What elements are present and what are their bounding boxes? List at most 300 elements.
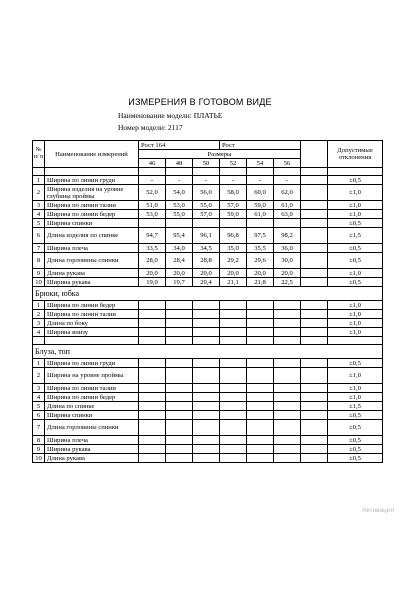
measurement-name: Длина горловины спинки [45, 420, 139, 436]
size-value [274, 219, 301, 228]
table-row [33, 359, 383, 368]
row-number: 3 [33, 384, 45, 393]
size-value [220, 454, 247, 463]
size-value: 36,0 [274, 244, 301, 253]
row-number: 2 [33, 185, 45, 201]
size-value: 54,0 [166, 185, 193, 201]
size-value [220, 384, 247, 393]
size-value: 20,0 [139, 269, 166, 278]
size-value [247, 310, 274, 319]
size-value [139, 454, 166, 463]
empty-cell [33, 337, 45, 345]
measurement-name: Длина изделия по спинке [45, 228, 139, 244]
size-value [247, 436, 274, 445]
empty-cell [166, 337, 193, 345]
size-value: 62,0 [274, 185, 301, 201]
tolerance-value: ±1,0 [328, 328, 383, 337]
size-value [166, 411, 193, 420]
size-value: 94,7 [139, 228, 166, 244]
size-value [193, 393, 220, 402]
table-row [33, 310, 383, 319]
extra-value [301, 319, 328, 328]
extra-value [301, 445, 328, 454]
empty-cell [247, 168, 274, 176]
section-title: Блуза, топ [33, 345, 383, 359]
extra-value [301, 244, 328, 253]
size-value [139, 328, 166, 337]
size-value: 20,0 [220, 269, 247, 278]
size-value [193, 219, 220, 228]
table-row [33, 402, 383, 411]
tolerance-value: ±1,0 [328, 384, 383, 393]
size-value [274, 393, 301, 402]
size-value [139, 359, 166, 368]
size-value [193, 328, 220, 337]
header-rost-2: Рост [220, 141, 301, 150]
size-value [193, 402, 220, 411]
tolerance-value: ±0,5 [328, 420, 383, 436]
size-value [220, 393, 247, 402]
size-value [247, 402, 274, 411]
header-size: 50 [193, 159, 220, 168]
size-value [166, 454, 193, 463]
extra-value [301, 393, 328, 402]
size-value [139, 319, 166, 328]
size-value: 60,0 [247, 185, 274, 201]
table-row [33, 201, 383, 210]
size-value [274, 319, 301, 328]
tolerance-value: ±1,5 [328, 402, 383, 411]
size-value [166, 436, 193, 445]
measurement-name: Длина рукава [45, 269, 139, 278]
extra-value [301, 201, 328, 210]
size-value: 20,0 [166, 269, 193, 278]
size-value [166, 301, 193, 310]
table-row [33, 411, 383, 420]
size-value [166, 219, 193, 228]
tolerance-value: ±1,0 [328, 210, 383, 219]
size-value [220, 411, 247, 420]
size-value [166, 420, 193, 436]
extra-value [301, 411, 328, 420]
size-value [274, 328, 301, 337]
spacer-row [33, 337, 383, 345]
table-row [33, 228, 383, 244]
tolerance-value: ±0,5 [328, 176, 383, 185]
size-value: - [193, 176, 220, 185]
row-number: 1 [33, 359, 45, 368]
size-value [139, 368, 166, 384]
row-number: 5 [33, 219, 45, 228]
size-value [193, 310, 220, 319]
empty-cell [139, 337, 166, 345]
size-value [193, 420, 220, 436]
size-value [139, 445, 166, 454]
size-value [274, 420, 301, 436]
table-row [33, 185, 383, 201]
size-value: 58,0 [220, 185, 247, 201]
size-value [247, 454, 274, 463]
table-row [33, 210, 383, 219]
size-value: 57,0 [220, 201, 247, 210]
row-number: 7 [33, 244, 45, 253]
size-value [193, 368, 220, 384]
extra-value [301, 253, 328, 269]
header-size: 56 [274, 159, 301, 168]
size-value [274, 445, 301, 454]
header-name: Наименование измерений [45, 141, 139, 168]
size-value [274, 411, 301, 420]
extra-value [301, 310, 328, 319]
size-value: 61,0 [247, 210, 274, 219]
size-value [220, 328, 247, 337]
empty-cell [166, 168, 193, 176]
size-value: 35,5 [247, 244, 274, 253]
header-size: 54 [247, 159, 274, 168]
measurement-name: Ширина по линии бедер [45, 301, 139, 310]
size-value [166, 445, 193, 454]
measurement-name: Длина по спинке [45, 402, 139, 411]
tolerance-value: ±0,5 [328, 359, 383, 368]
size-value: 55,0 [166, 210, 193, 219]
size-value [220, 310, 247, 319]
tolerance-value: ±0,5 [328, 219, 383, 228]
row-number: 1 [33, 301, 45, 310]
table-row [33, 368, 383, 384]
row-number: 10 [33, 454, 45, 463]
size-value: 33,5 [139, 244, 166, 253]
size-value [139, 436, 166, 445]
size-value [247, 445, 274, 454]
empty-cell [220, 168, 247, 176]
measurement-name: Ширина на уровне проймы [45, 368, 139, 384]
size-value: 57,0 [193, 210, 220, 219]
tolerance-value: ±0,5 [328, 445, 383, 454]
empty-cell [328, 168, 383, 176]
header-sizes-label: Размеры [139, 150, 301, 159]
size-value: - [166, 176, 193, 185]
extra-value [301, 176, 328, 185]
table-body [33, 141, 383, 463]
measurement-name: Длина горловины спинки [45, 253, 139, 269]
size-value [247, 411, 274, 420]
tolerance-value: ±1,0 [328, 319, 383, 328]
header-size: 52 [220, 159, 247, 168]
size-value: 96,1 [193, 228, 220, 244]
empty-cell [301, 168, 328, 176]
size-value: 34,0 [166, 244, 193, 253]
page-title: ИЗМЕРЕНИЯ В ГОТОВОМ ВИДЕ [128, 97, 272, 107]
extra-value [301, 368, 328, 384]
size-value [193, 436, 220, 445]
size-value [220, 368, 247, 384]
size-value: 20,0 [247, 269, 274, 278]
table-row [33, 176, 383, 185]
empty-cell [274, 337, 301, 345]
tolerance-value: ±0,5 [328, 411, 383, 420]
tolerance-value: ±1,0 [328, 301, 383, 310]
size-value: - [247, 176, 274, 185]
size-value [193, 454, 220, 463]
size-value: 98,2 [274, 228, 301, 244]
size-value: 29,6 [247, 253, 274, 269]
size-value: 55,0 [193, 201, 220, 210]
measurement-name: Ширина по линии бедер [45, 210, 139, 219]
row-number: 4 [33, 393, 45, 402]
section-row [33, 345, 383, 359]
table-row [33, 393, 383, 402]
extra-value [301, 420, 328, 436]
empty-cell [193, 168, 220, 176]
measurement-name: Ширина спинки [45, 219, 139, 228]
size-value [274, 310, 301, 319]
tolerance-value: ±0,5 [328, 278, 383, 287]
size-value [274, 436, 301, 445]
extra-value [301, 278, 328, 287]
row-number: 8 [33, 436, 45, 445]
size-value [166, 319, 193, 328]
measurement-name: Длина по боку [45, 319, 139, 328]
header-size: 48 [166, 159, 193, 168]
size-value: 59,0 [220, 210, 247, 219]
size-value: 59,0 [247, 201, 274, 210]
size-value [193, 445, 220, 454]
measurement-name: Ширина плеча [45, 244, 139, 253]
size-value [139, 411, 166, 420]
table-row [33, 253, 383, 269]
size-value [247, 420, 274, 436]
size-value: 19,0 [139, 278, 166, 287]
size-value: 22,5 [274, 278, 301, 287]
header-size: 46 [139, 159, 166, 168]
measurement-name: Ширина по линии талии [45, 201, 139, 210]
measurement-name: Ширина внизу [45, 328, 139, 337]
size-value [139, 402, 166, 411]
watermark: Активация [362, 507, 394, 514]
size-value [247, 328, 274, 337]
row-number: 3 [33, 201, 45, 210]
row-number: 4 [33, 210, 45, 219]
header-rost-1: Рост 164 [139, 141, 220, 150]
empty-cell [33, 168, 45, 176]
size-value [274, 384, 301, 393]
extra-value [301, 436, 328, 445]
size-value [166, 310, 193, 319]
size-value [193, 301, 220, 310]
empty-cell [193, 337, 220, 345]
size-value [166, 328, 193, 337]
extra-value [301, 384, 328, 393]
size-value [220, 219, 247, 228]
row-number: 6 [33, 228, 45, 244]
measurement-name: Ширина по линии талии [45, 384, 139, 393]
table-row [33, 454, 383, 463]
row-number: 6 [33, 411, 45, 420]
size-value [193, 411, 220, 420]
extra-value [301, 328, 328, 337]
table-row [33, 384, 383, 393]
size-value [166, 393, 193, 402]
extra-value [301, 359, 328, 368]
size-value: 28,4 [166, 253, 193, 269]
size-value: 29,2 [220, 253, 247, 269]
extra-value [301, 402, 328, 411]
measurements-table [32, 140, 383, 463]
tolerance-value: ±1,5 [328, 228, 383, 244]
size-value [193, 384, 220, 393]
measurement-name: Ширина рукава [45, 445, 139, 454]
size-value: 20,0 [274, 269, 301, 278]
size-value [139, 393, 166, 402]
size-value [166, 402, 193, 411]
empty-cell [301, 337, 328, 345]
size-value: 34,5 [193, 244, 220, 253]
size-value [247, 368, 274, 384]
empty-cell [139, 168, 166, 176]
size-value [247, 301, 274, 310]
table-row [33, 319, 383, 328]
table-row [33, 278, 383, 287]
size-value [139, 384, 166, 393]
size-value [247, 384, 274, 393]
size-value: 51,0 [139, 201, 166, 210]
tolerance-value: ±1,0 [328, 368, 383, 384]
extra-value [301, 228, 328, 244]
tolerance-value: ±1,0 [328, 201, 383, 210]
size-value: 19,7 [166, 278, 193, 287]
size-value: 28,0 [139, 253, 166, 269]
row-number: 4 [33, 328, 45, 337]
section-title: Брюки, юбка [33, 287, 383, 301]
size-value [166, 384, 193, 393]
size-value [220, 402, 247, 411]
size-value: 21,8 [247, 278, 274, 287]
size-value [247, 359, 274, 368]
table-row [33, 269, 383, 278]
size-value: 35,0 [220, 244, 247, 253]
row-number: 9 [33, 445, 45, 454]
measurement-name: Ширина рукава [45, 278, 139, 287]
size-value [220, 319, 247, 328]
size-value [166, 359, 193, 368]
empty-cell [328, 337, 383, 345]
size-value: 53,0 [166, 201, 193, 210]
measurement-name: Ширина изделия на уровне глубины проймы [45, 185, 139, 201]
table-row [33, 420, 383, 436]
tolerance-value: ±0,5 [328, 436, 383, 445]
size-value: 63,0 [274, 210, 301, 219]
extra-value [301, 269, 328, 278]
section-row [33, 287, 383, 301]
tolerance-value: ±1,0 [328, 269, 383, 278]
row-number: 2 [33, 368, 45, 384]
size-value [274, 301, 301, 310]
extra-value [301, 301, 328, 310]
measurement-name: Ширина по линии бедер [45, 393, 139, 402]
size-value: 53,0 [139, 210, 166, 219]
size-value: - [220, 176, 247, 185]
row-number: 5 [33, 402, 45, 411]
size-value: - [139, 176, 166, 185]
row-number: 10 [33, 278, 45, 287]
empty-cell [45, 337, 139, 345]
header-extra [301, 141, 328, 168]
size-value [247, 319, 274, 328]
tolerance-value: ±0,5 [328, 253, 383, 269]
table-row [33, 244, 383, 253]
size-value: 21,1 [220, 278, 247, 287]
size-value: 20,0 [193, 269, 220, 278]
size-value: 97,5 [247, 228, 274, 244]
size-value [274, 368, 301, 384]
size-value: 95,4 [166, 228, 193, 244]
size-value [220, 301, 247, 310]
empty-cell [45, 168, 139, 176]
tolerance-value: ±0,5 [328, 454, 383, 463]
size-value: 56,0 [193, 185, 220, 201]
size-value [220, 420, 247, 436]
header-row [33, 141, 383, 150]
extra-value [301, 185, 328, 201]
extra-value [301, 210, 328, 219]
size-value [220, 359, 247, 368]
size-value [139, 219, 166, 228]
tolerance-value: ±1,0 [328, 310, 383, 319]
size-value: 30,0 [274, 253, 301, 269]
extra-value [301, 454, 328, 463]
tolerance-value: ±0,5 [328, 244, 383, 253]
size-value [274, 402, 301, 411]
header-tolerance: Допустимые отклонения [328, 141, 383, 168]
size-value [139, 420, 166, 436]
table-row [33, 436, 383, 445]
size-value [247, 393, 274, 402]
size-value: - [274, 176, 301, 185]
extra-value [301, 219, 328, 228]
size-value: 20,4 [193, 278, 220, 287]
measurement-name: Ширина по линии груди [45, 176, 139, 185]
empty-cell [274, 168, 301, 176]
empty-cell [220, 337, 247, 345]
size-value [193, 319, 220, 328]
row-number: 8 [33, 253, 45, 269]
table-row [33, 328, 383, 337]
measurement-name: Ширина спинки [45, 411, 139, 420]
header-num: № п/ п [33, 141, 45, 168]
row-number: 2 [33, 310, 45, 319]
row-number: 1 [33, 176, 45, 185]
empty-cell [247, 337, 274, 345]
size-value [139, 301, 166, 310]
measurement-name: Ширина по линии груди [45, 359, 139, 368]
measurement-name: Ширина по линии талии [45, 310, 139, 319]
measurement-name: Ширина плеча [45, 436, 139, 445]
size-value: 28,8 [193, 253, 220, 269]
measurement-name: Длина рукава [45, 454, 139, 463]
spacer-row [33, 168, 383, 176]
size-value [193, 359, 220, 368]
size-value [139, 310, 166, 319]
size-value [220, 436, 247, 445]
size-value [274, 454, 301, 463]
row-number: 3 [33, 319, 45, 328]
row-number: 7 [33, 420, 45, 436]
table-row [33, 301, 383, 310]
model-name: Наименование модели: ПЛАТЬЕ [118, 111, 223, 120]
table-row [33, 445, 383, 454]
table-row [33, 219, 383, 228]
size-value [247, 219, 274, 228]
